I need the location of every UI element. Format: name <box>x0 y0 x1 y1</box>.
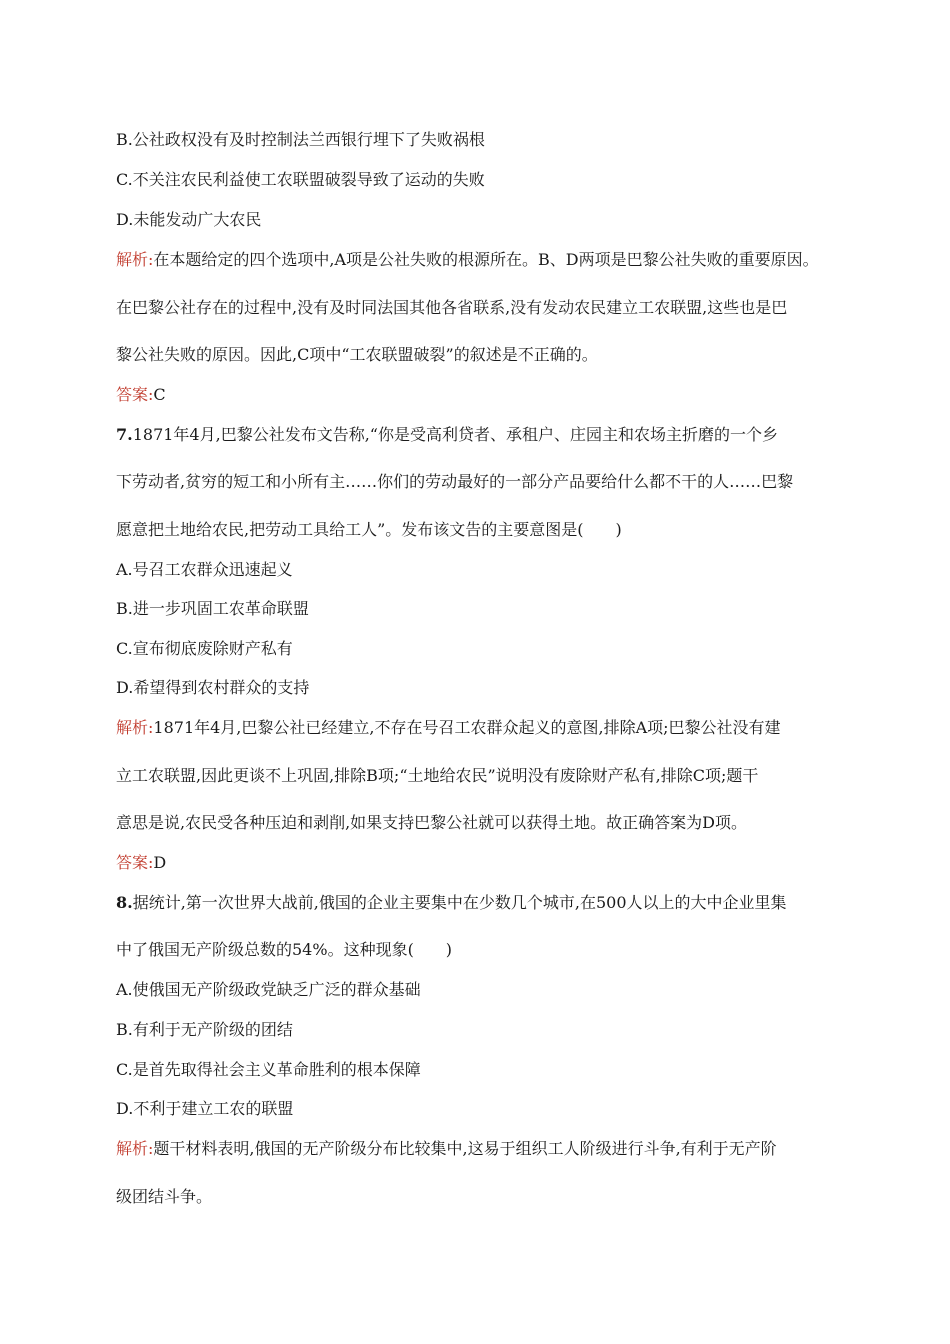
q7-answer-value: D <box>153 853 167 872</box>
q7-option-d: D.希望得到农村群众的支持 <box>116 678 310 697</box>
q6-answer-label: 答案: <box>116 385 154 404</box>
q8-number: 8. <box>116 893 133 912</box>
q8-stem-line-2: 中了俄国无产阶级总数的54%。这种现象( ) <box>116 940 453 959</box>
q7-analysis-label: 解析: <box>116 718 154 737</box>
q8-option-c: C.是首先取得社会主义革命胜利的根本保障 <box>116 1060 421 1079</box>
q7-stem-line-1: 7.1871年4月,巴黎公社发布文告称,“你是受高利贷者、承租户、庄园主和农场主折磨的一个乡 <box>116 425 778 444</box>
q6-analysis-label: 解析: <box>116 250 154 269</box>
q8-option-a: A.使俄国无产阶级政党缺乏广泛的群众基础 <box>116 980 421 999</box>
q7-answer <box>116 852 166 874</box>
q6-option-c: C.不关注农民利益使工农联盟破裂导致了运动的失败 <box>116 170 485 189</box>
q7-number: 7. <box>116 425 133 444</box>
q8-analysis-line-2: 级团结斗争。 <box>116 1187 213 1206</box>
q7-analysis-line-1: 解析:1871年4月,巴黎公社已经建立,不存在号召工农群众起义的意图,排除A项;巴黎公社没有建 <box>116 718 781 737</box>
q7-analysis-line-3: 意思是说,农民受各种压迫和剥削,如果支持巴黎公社就可以获得土地。故正确答案为D项。 <box>116 813 748 832</box>
q6-option-d: D.未能发动广大农民 <box>116 210 262 229</box>
q6-analysis-line-2: 在巴黎公社存在的过程中,没有及时同法国其他各省联系,没有发动农民建立工农联盟,这些也是巴 <box>116 298 788 317</box>
q8-option-d: D.不利于建立工农的联盟 <box>116 1099 294 1118</box>
q7-analysis-line-2: 立工农联盟,因此更谈不上巩固,排除B项;“土地给农民”说明没有废除财产私有,排除C项;题干 <box>116 766 759 785</box>
q8-stem-line-1: 8.据统计,第一次世界大战前,俄国的企业主要集中在少数几个城市,在500人以上的大中企业里集 <box>116 893 787 912</box>
q6-answer-value: C <box>153 385 166 404</box>
q8-analysis-label: 解析: <box>116 1139 154 1158</box>
q7-option-c: C.宣布彻底废除财产私有 <box>116 639 293 658</box>
q6-analysis-line-1: 解析:在本题给定的四个选项中,A项是公社失败的根源所在。B、D两项是巴黎公社失败的重要原因。 <box>116 250 819 269</box>
q6-answer <box>116 384 166 406</box>
q7-option-b: B.进一步巩固工农革命联盟 <box>116 599 309 618</box>
q7-answer-label: 答案: <box>116 853 154 872</box>
q8-analysis-line-1: 解析:题干材料表明,俄国的无产阶级分布比较集中,这易于组织工人阶级进行斗争,有利于无产阶 <box>116 1139 777 1158</box>
q7-stem-line-2: 下劳动者,贫穷的短工和小所有主……你们的劳动最好的一部分产品要给什么都不干的人……巴黎 <box>116 472 794 491</box>
q8-option-b: B.有利于无产阶级的团结 <box>116 1020 293 1039</box>
q6-analysis-line-3: 黎公社失败的原因。因此,C项中“工农联盟破裂”的叙述是不正确的。 <box>116 345 598 364</box>
q7-stem-line-3: 愿意把土地给农民,把劳动工具给工人”。发布该文告的主要意图是( ) <box>116 520 622 539</box>
q7-option-a: A.号召工农群众迅速起义 <box>116 560 293 579</box>
q6-option-b: B.公社政权没有及时控制法兰西银行埋下了失败祸根 <box>116 130 485 149</box>
